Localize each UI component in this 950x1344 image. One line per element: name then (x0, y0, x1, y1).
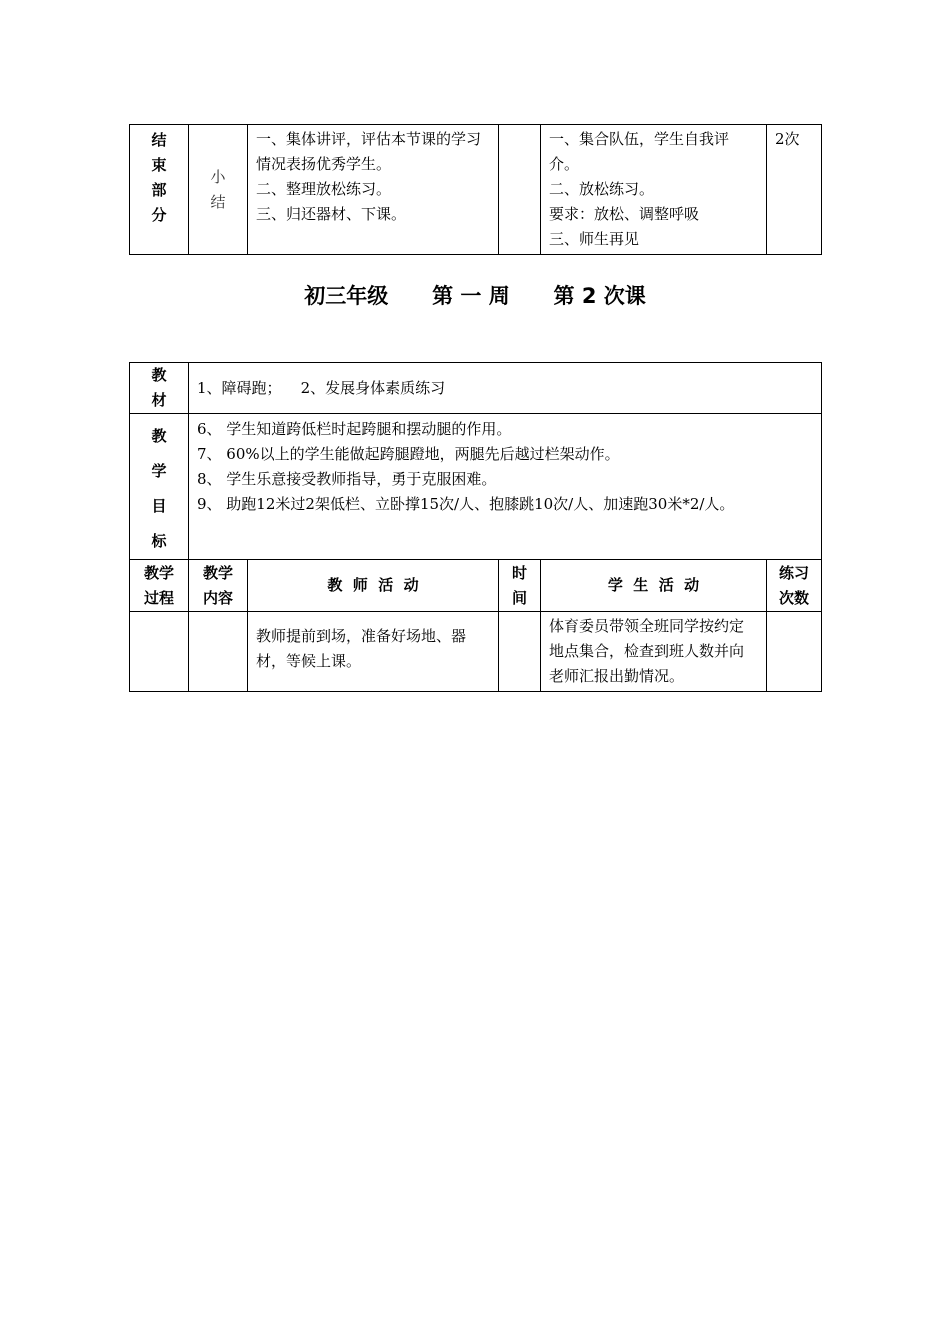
content-label: 小 结 (189, 125, 248, 255)
header-student-activity: 学 生 活 动 (541, 560, 767, 612)
row-practice-count (767, 612, 822, 692)
row-teacher-activity: 教师提前到场，准备好场地、器材，等候上课。 (248, 612, 499, 692)
teaching-goals (189, 414, 822, 560)
goal-item: 9、 助跑12米过2架低栏、立卧撑15次/人、抱膝跳10次/人、加速跑30米*2/人。 (197, 495, 735, 513)
row-process (130, 612, 189, 692)
goal-item: 7、 60%以上的学生能做起跨腿蹬地，两腿先后越过栏架动作。 (197, 445, 620, 463)
material-text: 1、障碍跑； 2、发展身体素质练习 (189, 363, 822, 414)
section-label: 结 束 部 分 (130, 125, 189, 255)
row-time (499, 612, 541, 692)
header-process: 教学 过程 (130, 560, 189, 612)
practice-count: 2次 (767, 125, 822, 255)
lesson-plan-table (129, 362, 822, 692)
lesson-title: 初三年级 第 一 周 第 2 次课 (304, 284, 646, 308)
student-activity: 一、集合队伍，学生自我评介。 二、放松练习。 要求：放松、调整呼吸 三、师生再见 (541, 125, 767, 255)
header-practice-count: 练习 次数 (767, 560, 822, 612)
header-time: 时 间 (499, 560, 541, 612)
goal-label: 教 学 目 标 (130, 414, 189, 560)
header-content: 教学 内容 (189, 560, 248, 612)
teacher-activity: 一、集体讲评，评估本节课的学习情况表扬优秀学生。 二、整理放松练习。 三、归还器材、下课。 (248, 125, 499, 255)
goal-item: 8、 学生乐意接受教师指导，勇于克服困难。 (197, 470, 497, 488)
time-cell (499, 125, 541, 255)
row-content (189, 612, 248, 692)
material-label: 教 材 (130, 363, 189, 414)
goal-item: 6、 学生知道跨低栏时起跨腿和摆动腿的作用。 (197, 420, 512, 438)
closing-section-table (129, 124, 822, 255)
header-teacher-activity: 教 师 活 动 (248, 560, 499, 612)
row-student-activity: 体育委员带领全班同学按约定地点集合，检查到班人数并向老师汇报出勤情况。 (541, 612, 767, 692)
